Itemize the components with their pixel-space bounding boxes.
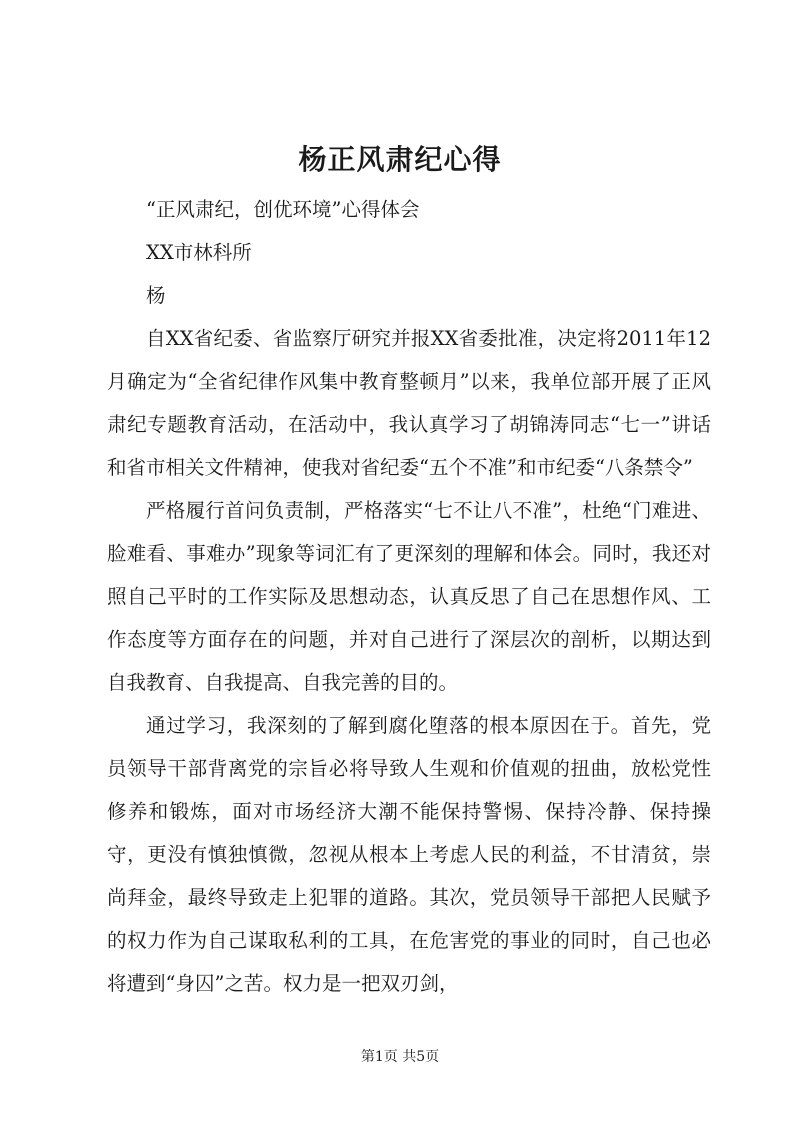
body-paragraph-3: 通过学习，我深刻的了解到腐化堕落的根本原因在于。首先，党员领导干部背离党的宗旨必将导致人生观和价值观的扭曲，放松党性修养和锻炼，面对市场经济大潮不能保持警惕、保持冷静、保持操守，更没有慎独慎微，忽视从根本上考虑人民的利益，不甘清贫，崇尚拜金，最终导致走上犯罪的道路。其次，党员领导干部把人民赋予的权力作为自己谋取私利的工具，在危害党的事业的同时，自己也必将遭到“身囚”之苦。权力是一把双刃剑， <box>107 714 711 995</box>
subtitle-paragraph: “正风肃纪，创优环境”心得体会 <box>146 198 420 221</box>
document-title: 杨正风肃纪心得 <box>298 143 502 176</box>
document-body <box>107 188 711 1005</box>
body-paragraph-1: 自XX省纪委、省监察厅研究并报XX省委批准，决定将2011年12月确定为“全省纪律作风集中教育整顿月”以来，我单位部开展了正风肃纪专题教育活动，在活动中，我认真学习了胡锦涛同志“七一”讲话和省市相关文件精神，使我对省纪委“五个不准”和市纪委“八条禁令” <box>107 327 711 479</box>
author-paragraph: 杨 <box>146 284 166 307</box>
page-footer: 第1页 共5页 <box>360 1049 440 1065</box>
body-paragraph-2: 严格履行首问负责制，严格落实“七不让八不准”，杜绝“门难进、脸难看、事难办”现象等词汇有了更深刻的理解和体会。同时，我还对照自己平时的工作实际及思想动态，认真反思了自己在思想作风、工作态度等方面存在的问题，并对自己进行了深层次的剖析，以期达到自我教育、自我提高、自我完善的目的。 <box>107 499 711 694</box>
organization-paragraph: XX市林科所 <box>146 241 252 264</box>
